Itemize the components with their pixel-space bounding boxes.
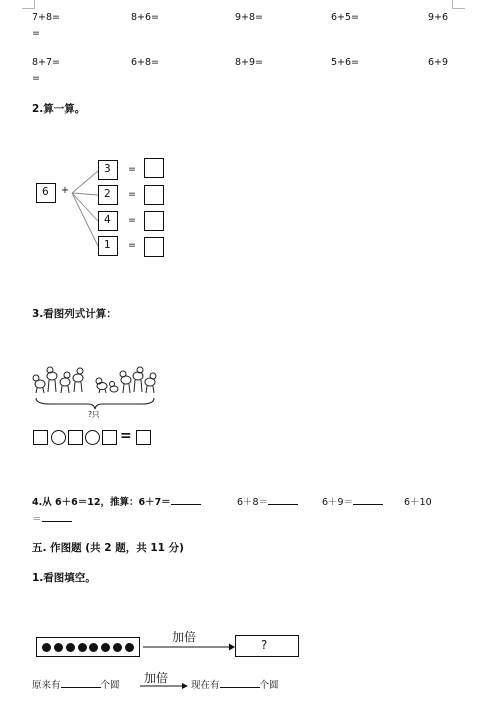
q2-title: 2.算一算。: [32, 103, 86, 115]
q2-eq-3: =: [128, 215, 136, 226]
page-corner-mark-right: [452, 0, 465, 9]
q3-box-1[interactable]: [33, 430, 48, 445]
expr-r2-5: 6+9: [428, 57, 449, 68]
page-corner-mark-left: [22, 0, 35, 9]
q2-answer-box-2[interactable]: [144, 185, 164, 205]
q3-box-2[interactable]: [68, 430, 83, 445]
fill-d: 个圆: [259, 680, 279, 691]
dot: [54, 643, 63, 652]
q2-plus-sign: +: [61, 185, 69, 196]
dot: [78, 643, 87, 652]
fill-arrow: [140, 682, 188, 690]
q4-line1: [32, 494, 201, 508]
q3-title: 3.看图列式计算：: [32, 308, 117, 320]
q3-circle-2[interactable]: [85, 430, 100, 445]
q3-box-result[interactable]: [136, 430, 151, 445]
q3-box-3[interactable]: [102, 430, 117, 445]
fill-arrow-label: 加倍: [144, 671, 169, 685]
dot: [125, 643, 134, 652]
fill-line-2: [191, 677, 279, 691]
expr-r2-4: 5+6=: [331, 57, 360, 68]
q3-eq-sign: =: [120, 428, 132, 444]
section5-title: 五. 作图题 (共 2 题，共 11 分): [32, 542, 184, 554]
q3-circle-1[interactable]: [51, 430, 66, 445]
expr-r2-1: 8+7=: [32, 57, 61, 68]
q2-answer-box-3[interactable]: [144, 211, 164, 231]
expr-r1-1: 7+8=: [32, 12, 61, 23]
expr-r2-wrap: =: [32, 73, 40, 84]
dot: [113, 643, 122, 652]
fill-line-1: [32, 677, 120, 691]
q4-text-a: 4.从 6＋6＝12，推算：6＋7＝: [32, 497, 171, 508]
dot: [101, 643, 110, 652]
fill-blank-1[interactable]: [61, 677, 101, 688]
q4-text-b: 6＋8＝: [237, 497, 269, 508]
expr-r2-2: 6+8=: [131, 57, 160, 68]
expr-r1-5: 9+6: [428, 12, 449, 23]
fill-b: 个圆: [100, 680, 120, 691]
q4-text-c: 6＋9＝: [322, 497, 354, 508]
q4-blank-4[interactable]: [42, 511, 72, 522]
q2-start-number: 6: [42, 186, 49, 198]
q2-eq-4: =: [128, 240, 136, 251]
dots-row: [37, 638, 139, 656]
double-arrow-label: 加倍: [172, 630, 197, 644]
q4-blank-2[interactable]: [268, 494, 298, 505]
dot: [89, 643, 98, 652]
fill-a: 原来有: [32, 680, 61, 691]
q2-answer-box-1[interactable]: [144, 158, 164, 178]
q2-addend-2: 2: [104, 188, 111, 200]
expr-r1-2: 8+6=: [131, 12, 160, 23]
q2-eq-2: =: [128, 189, 136, 200]
q3-count-label: ?只: [88, 410, 100, 419]
q4-blank-1[interactable]: [171, 494, 201, 505]
q4-text-c-wrap: [322, 494, 383, 508]
dot: [66, 643, 75, 652]
q2-addend-3: 4: [104, 214, 111, 226]
q2-eq-1: =: [128, 164, 136, 175]
result-box-text: ?: [261, 638, 268, 652]
q2-addend-4: 1: [104, 239, 111, 251]
expr-r2-3: 8+9=: [235, 57, 264, 68]
expr-r1-3: 9+8=: [235, 12, 264, 23]
s5-q1-title: 1.看图填空。: [32, 572, 96, 584]
expr-r1-4: 6+5=: [331, 12, 360, 23]
dots-box: [36, 637, 140, 657]
q2-answer-box-4[interactable]: [144, 237, 164, 257]
q4-blank-3[interactable]: [353, 494, 383, 505]
q4-text-e: ＝: [32, 514, 42, 525]
q4-text-d: 6＋10: [404, 497, 432, 508]
q2-addend-1: 3: [104, 163, 111, 175]
expr-r1-wrap: =: [32, 28, 40, 39]
q4-text-b-wrap: [237, 494, 298, 508]
dot: [42, 643, 51, 652]
fill-blank-2[interactable]: [220, 677, 260, 688]
q4-line2: [32, 511, 72, 525]
fill-c: 现在有: [191, 680, 220, 691]
